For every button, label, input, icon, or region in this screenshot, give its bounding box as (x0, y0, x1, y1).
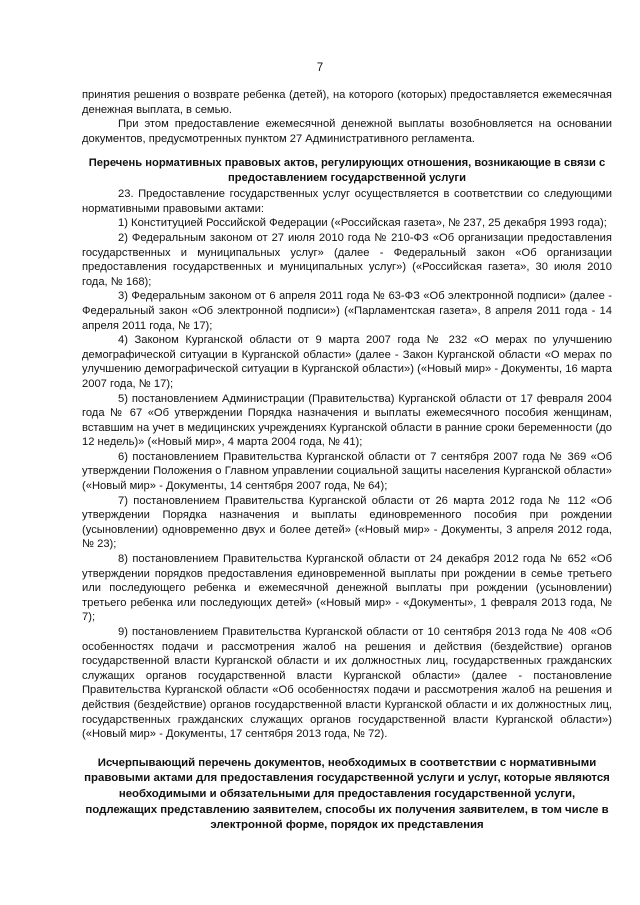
section-lead-paragraph: 23. Предоставление государственных услуг осуществляется в соответствии со следующими нормативными правовыми актами: (82, 188, 612, 215)
legal-act-item: 1) Конституцией Российской Федерации («Российская газета», № 237, 25 декабря 1993 года); (118, 217, 607, 230)
legal-act-item: 8) постановлением Правительства Курганской области от 24 декабря 2012 года № 652 «Об утверждении порядков предоставления единовременной выплаты при рождении в семье третьего или последующего ребенка и ежемесячной денежной выплаты при рождении (усыновлении) третьего ребенка или последующих детей» («Новый мир» - «Документы», 1 февраля 2013 года, № 7); (82, 553, 612, 624)
page-number: 7 (316, 62, 324, 74)
legal-act-item: 5) постановлением Администрации (Правительства) Курганской области от 17 февраля 2004 года № 67 «Об утверждении Порядка назначения и выплаты ежемесячного пособия женщинам, вставшим на учет в медицинских учреждениях Курганской области в ранние сроки беременности (до 12 недель)» («Новый мир», 4 марта 2004 года, № 41); (82, 392, 612, 449)
legal-act-item: 9) постановлением Правительства Курганской области от 10 сентября 2013 года № 408 «Об особенностях подачи и рассмотрения жалоб на решения и действия (бездействие) органов государственной власти Курганской области и их должностных лиц, государственных гражданских служащих органов государственной власти Курганской области» (далее - постановление Правительства Курганской области «Об особенностях подачи и рассмотрения жалоб на решения и действия (бездействие) органов государственной власти Курганской области и их должностных лиц, государственных гражданских служащих органов государственной власти Курганской области») («Новый мир» - Документы, 17 сентября 2013 года, № 72). (82, 626, 612, 741)
legal-act-item: 7) постановлением Правительства Курганской области от 26 марта 2012 года № 112 «Об утверждении Порядка назначения и выплаты единовременного пособия при рождении (усыновлении) одновременно двух и более детей» («Новый мир» - Документы, 3 апреля 2012 года, № 23); (82, 494, 612, 551)
legal-act-item: 6) постановлением Правительства Курганской области от 7 сентября 2007 года № 369 «Об утверждении Положения о Главном управлении социальной защиты населения Курганской области» («Новый мир» - Документы, 14 сентября 2007 года, № 64); (82, 450, 612, 493)
legal-act-item: 4) Законом Курганской области от 9 марта 2007 года № 232 «О мерах по улучшению демографической ситуации в Курганской области» (далее - Закон Курганской области «О мерах по улучшению демографической ситуации в Курганской области») («Новый мир» - Документы, 16 марта 2007 года, № 17); (82, 334, 612, 390)
intro-paragraph-2: При этом предоставление ежемесячной денежной выплаты возобновляется на основании документов, предусмотренных пунктом 27 Административного регламента. (82, 118, 612, 145)
document-body (82, 88, 612, 834)
legal-act-item: 2) Федеральным законом от 27 июля 2010 года № 210-ФЗ «Об организации предоставления государственных и муниципальных услуг» (далее - Федеральный закон «Об организации предоставления государственных и муниципальных услуг») («Российская газета», 30 июля 2010 года, № 168); (82, 231, 612, 288)
section-heading-legal-acts: Перечень нормативных правовых актов, регулирующих отношения, возникающие в связи с предоставлением государственной услуги (88, 157, 606, 184)
intro-paragraph-1: принятия решения о возврате ребенка (детей), на которого (которых) предоставляется ежемесячная денежная выплата, в семью. (82, 89, 612, 116)
legal-act-item: 3) Федеральным законом от 6 апреля 2011 года № 63-ФЗ «Об электронной подписи» (далее - Федеральный закон «Об электронной подписи») («Парламентская газета», 8 апреля 2011 года - 14 апреля 2011 года, № 17); (82, 290, 612, 332)
section-heading-documents-list: Исчерпывающий перечень документов, необходимых в соответствии с нормативными правовыми актами для предоставления государственной услуги и услуг, которые являются необходимыми и обязательными для предоставления государственной услуги, подлежащих представлению заявителем, способы их получения заявителем, в том числе в электронной форме, порядок их представления (84, 756, 610, 832)
